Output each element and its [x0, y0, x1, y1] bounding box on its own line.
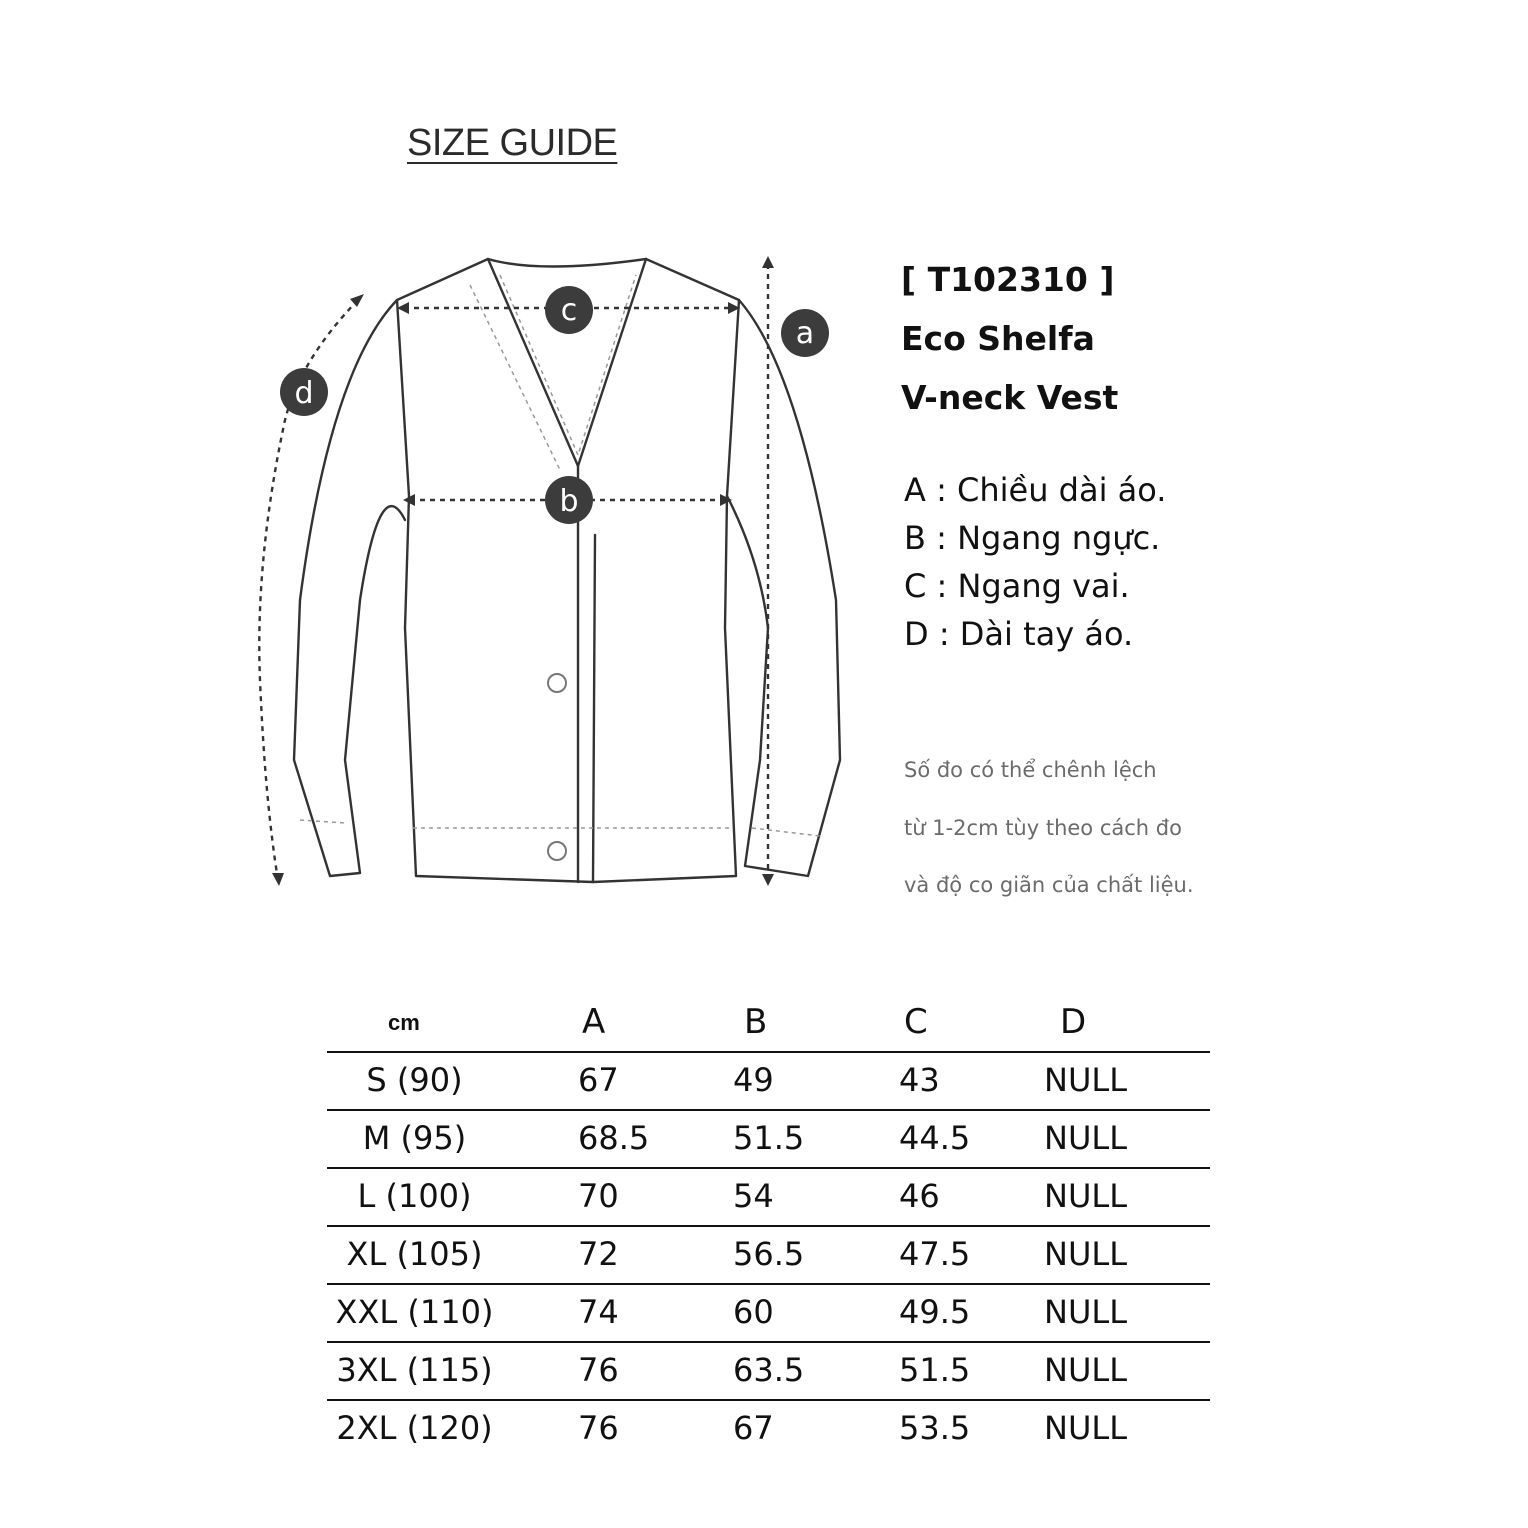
- garment-details: [300, 275, 820, 836]
- value-a-cell: 76: [578, 1409, 619, 1447]
- note-line: và độ co giãn của chất liệu.: [904, 873, 1194, 897]
- value-a-cell: 68.5: [578, 1119, 650, 1157]
- value-c-cell: 53.5: [899, 1409, 971, 1447]
- value-c-cell: 44.5: [899, 1119, 971, 1157]
- table-row: [327, 1051, 1210, 1109]
- marker-d: [280, 368, 328, 416]
- button-top: [548, 674, 566, 692]
- header-a: A: [582, 1002, 606, 1042]
- size-cell: M (95): [362, 1119, 467, 1157]
- size-cell: 2XL (120): [336, 1409, 493, 1447]
- value-d-cell: NULL: [1044, 1177, 1128, 1215]
- svg-text:d: d: [294, 376, 314, 411]
- value-b-cell: 54: [733, 1177, 774, 1215]
- value-b-cell: 56.5: [733, 1235, 805, 1273]
- value-a-cell: 70: [578, 1177, 619, 1215]
- legend-item-b: B : Ngang ngực.: [904, 519, 1161, 557]
- value-d-cell: NULL: [1044, 1351, 1128, 1389]
- marker-a: [781, 309, 829, 357]
- size-cell: 3XL (115): [336, 1351, 493, 1389]
- table-row: [327, 1167, 1210, 1225]
- marker-b: [545, 476, 593, 524]
- size-cell: S (90): [366, 1061, 463, 1099]
- value-b-cell: 51.5: [733, 1119, 805, 1157]
- value-d-cell: NULL: [1044, 1119, 1128, 1157]
- table-row: [327, 1109, 1210, 1167]
- size-cell: XL (105): [346, 1235, 483, 1273]
- measurement-legend: [904, 466, 1166, 658]
- note-line: từ 1-2cm tùy theo cách đo: [904, 815, 1182, 840]
- svg-text:a: a: [795, 316, 815, 351]
- product-name-line2: V-neck Vest: [901, 378, 1119, 417]
- size-guide-title: SIZE GUIDE: [407, 122, 618, 164]
- arrow-a-bottom: [762, 874, 774, 886]
- garment-outline: [294, 259, 840, 882]
- value-a-cell: 74: [578, 1293, 619, 1331]
- table-row: [327, 1225, 1210, 1283]
- value-c-cell: 46: [899, 1177, 940, 1215]
- legend-item-c: C : Ngang vai.: [904, 567, 1130, 605]
- product-code: [ T102310 ]: [901, 260, 1115, 299]
- marker-c: [545, 286, 593, 334]
- svg-text:c: c: [560, 293, 578, 328]
- value-c-cell: 51.5: [899, 1351, 971, 1389]
- legend-item-d: D : Dài tay áo.: [904, 615, 1134, 653]
- table-header-row: [327, 998, 1210, 1051]
- size-table: [327, 998, 1210, 1457]
- value-b-cell: 60: [733, 1293, 774, 1331]
- arrow-d-bottom: [272, 873, 284, 886]
- measurement-note: [904, 742, 1194, 915]
- value-d-cell: NULL: [1044, 1061, 1128, 1099]
- arrow-d-top: [350, 294, 364, 307]
- size-cell: XXL (110): [335, 1293, 494, 1331]
- arrow-a-top: [762, 256, 774, 268]
- value-d-cell: NULL: [1044, 1235, 1128, 1273]
- table-row: [327, 1341, 1210, 1399]
- button-bottom: [548, 842, 566, 860]
- value-a-cell: 76: [578, 1351, 619, 1389]
- value-a-cell: 72: [578, 1235, 619, 1273]
- table-row: [327, 1399, 1210, 1457]
- header-c: C: [904, 1002, 928, 1042]
- value-b-cell: 49: [733, 1061, 774, 1099]
- value-d-cell: NULL: [1044, 1293, 1128, 1331]
- note-line: Số đo có thể chênh lệch: [904, 758, 1157, 782]
- header-b: B: [744, 1002, 768, 1042]
- value-c-cell: 49.5: [899, 1293, 971, 1331]
- value-c-cell: 47.5: [899, 1235, 971, 1273]
- product-name-line1: Eco Shelfa: [901, 319, 1095, 358]
- legend-item-a: A : Chiều dài áo.: [904, 471, 1167, 509]
- value-b-cell: 67: [733, 1409, 774, 1447]
- header-d: D: [1060, 1002, 1087, 1042]
- value-d-cell: NULL: [1044, 1409, 1128, 1447]
- product-info: [901, 250, 1118, 427]
- size-cell: L (100): [357, 1177, 472, 1215]
- value-a-cell: 67: [578, 1061, 619, 1099]
- measure-arrowheads: [272, 256, 774, 886]
- value-b-cell: 63.5: [733, 1351, 805, 1389]
- svg-text:b: b: [559, 484, 579, 519]
- measure-lines: [259, 264, 768, 880]
- header-unit: cm: [388, 1010, 420, 1035]
- value-c-cell: 43: [899, 1061, 940, 1099]
- table-row: [327, 1283, 1210, 1341]
